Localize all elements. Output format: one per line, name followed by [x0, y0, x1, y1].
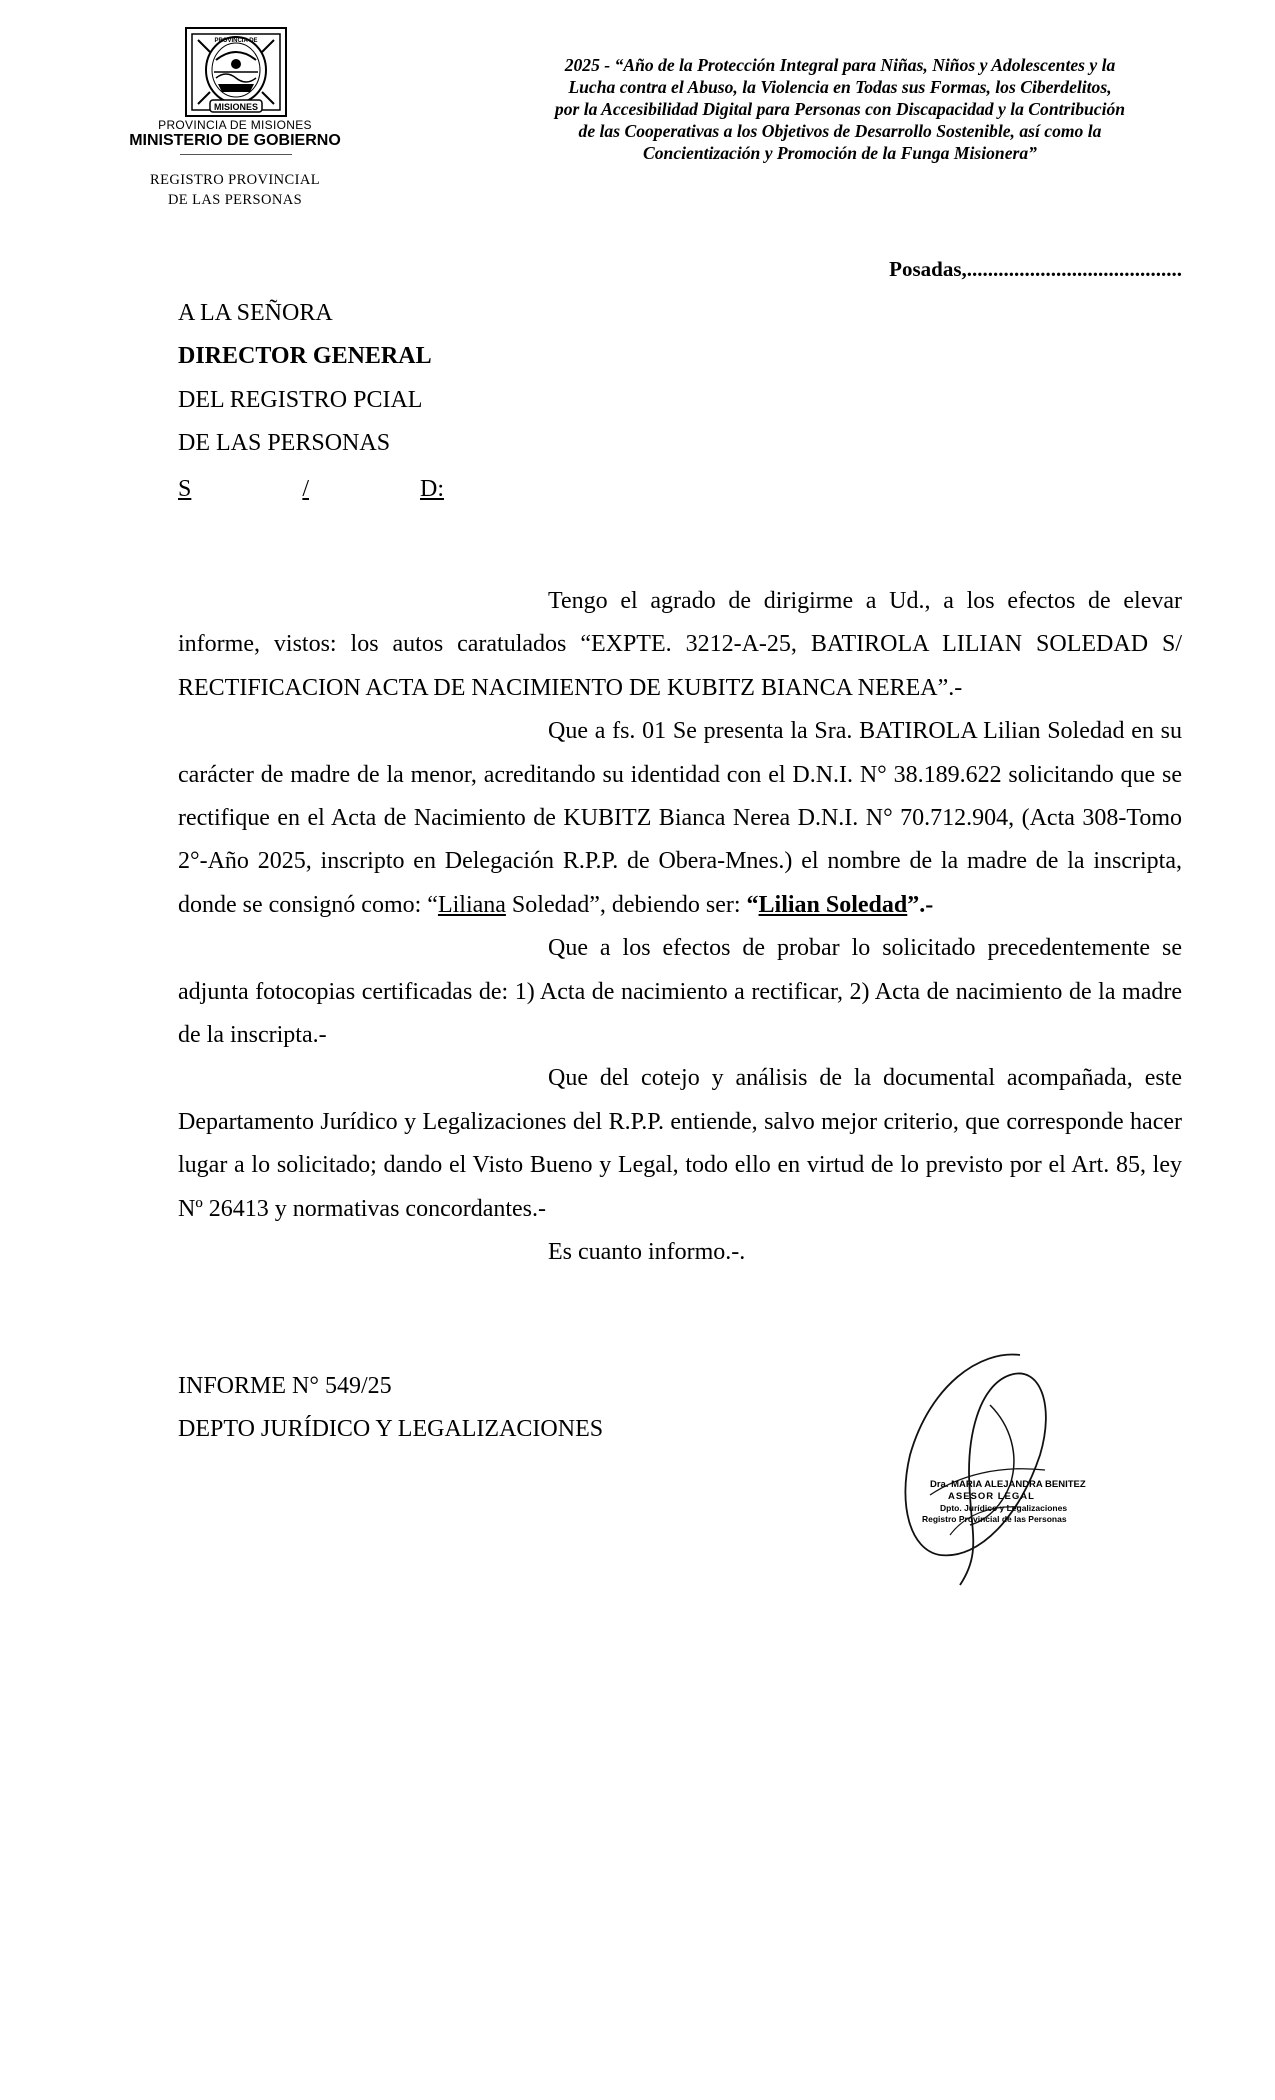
motto-line: de las Cooperativas a los Objetivos de Desarrollo Sostenible, así como la	[578, 121, 1102, 141]
department-name: DEPTO JURÍDICO Y LEGALIZACIONES	[178, 1416, 604, 1442]
motto-line: Lucha contra el Abuso, la Violencia en Todas sus Formas, los Ciberdelitos,	[568, 77, 1112, 97]
informe-number: INFORME N° 549/25	[178, 1373, 392, 1399]
salutation-sd	[178, 474, 444, 504]
paragraph-4: Que del cotejo y análisis de la documental acompañada, este Departamento Jurídico y Legalizaciones del R.P.P. entiende, salvo mejor criterio, que corresponde hacer lugar a lo solicitado; dando el Visto Bueno y Legal, todo ello en virtud de lo previsto por el Art. 85, ley Nº 26413 y normativas concordantes.-	[178, 1065, 1182, 1222]
provincial-coat-of-arms	[184, 26, 288, 118]
sd-s: S	[178, 476, 192, 502]
signer-name: Dra. MARIA ALEJANDRA BENITEZ	[930, 1479, 1086, 1490]
paragraph-2	[178, 710, 1182, 927]
ministerio-label: MINISTERIO DE GOBIERNO	[129, 132, 341, 149]
seal-bottom-text: MISIONES	[213, 102, 259, 112]
paragraph-3: Que a los efectos de probar lo solicitado precedentemente se adjunta fotocopias certificadas de: 1) Acta de nacimiento a rectificar, 2) Acta de nacimiento de la madre de la inscripta.-	[178, 935, 1182, 1049]
motto-line: por la Accesibilidad Digital para Personas con Discapacidad y la Contribución	[554, 99, 1126, 119]
motto-line: Concientización y Promoción de la Funga Misionera”	[643, 143, 1037, 163]
addressee-line3: DEL REGISTRO PCIAL	[178, 387, 423, 413]
header-divider	[180, 154, 292, 155]
wrong-name-liliana: Liliana	[437, 891, 506, 918]
addressee-line4: DE LAS PERSONAS	[178, 430, 391, 456]
paragraph-1: Tengo el agrado de dirigirme a Ud., a los efectos de elevar informe, vistos: los autos caratulados “EXPTE. 3212-A-25, BATIROLA LILIAN SOLEDAD S/ RECTIFICACION ACTA DE NACIMIENTO DE KUBITZ BIANCA NEREA”.-	[178, 588, 1182, 701]
addressee-line2: DIRECTOR GENERAL	[178, 343, 432, 369]
addressee-line1: A LA SEÑORA	[178, 300, 333, 326]
signature-block	[870, 1345, 1090, 1615]
registro-label-line1: REGISTRO PROVINCIAL	[150, 172, 320, 188]
open-quote: “	[746, 891, 759, 918]
paragraph-2-text-b: Soledad”, debiendo ser:	[505, 891, 747, 918]
year-motto	[480, 54, 1200, 164]
paragraph-2-text-a: Que a fs. 01 Se presenta la Sra. BATIROLA Lilian Soledad en su carácter de madre de la menor, acreditando su identidad con el D.N.I. N° 38.189.622 solicitando que se rectifique en el Acta de Nacimiento de KUBITZ Bianca Nerea D.N.I. N° 70.712.904, (Acta 308-Tomo 2°-Año 2025, inscripto en Delegación R.P.P. de Obera-Mnes.) el nombre de la madre de la inscripta, donde se consignó como: “	[178, 718, 1182, 918]
signer-title: ASESOR LEGAL	[948, 1491, 1035, 1502]
paragraph-5: Es cuanto informo.-.	[548, 1239, 746, 1266]
signer-registry: Registro Provincial de las Personas	[922, 1514, 1067, 1524]
provincia-label: PROVINCIA DE MISIONES	[158, 118, 312, 132]
signer-department: Dpto. Jurídico y Legalizaciones	[940, 1503, 1068, 1513]
registro-label-line2: DE LAS PERSONAS	[167, 192, 303, 208]
date-line: Posadas,.........................................	[889, 257, 1182, 281]
coat-of-arms-icon	[184, 26, 288, 118]
sd-slash: /	[302, 476, 310, 502]
correct-name-lilian: Lilian Soledad	[758, 891, 908, 918]
closing-quote: ”.-	[907, 891, 934, 918]
motto-line: 2025 - “Año de la Protección Integral para Niñas, Niños y Adolescentes y la	[564, 55, 1116, 75]
seal-top-text: PROVINCIA DE	[214, 38, 258, 44]
sd-d: D:	[420, 476, 444, 502]
report-body	[178, 580, 1182, 1275]
